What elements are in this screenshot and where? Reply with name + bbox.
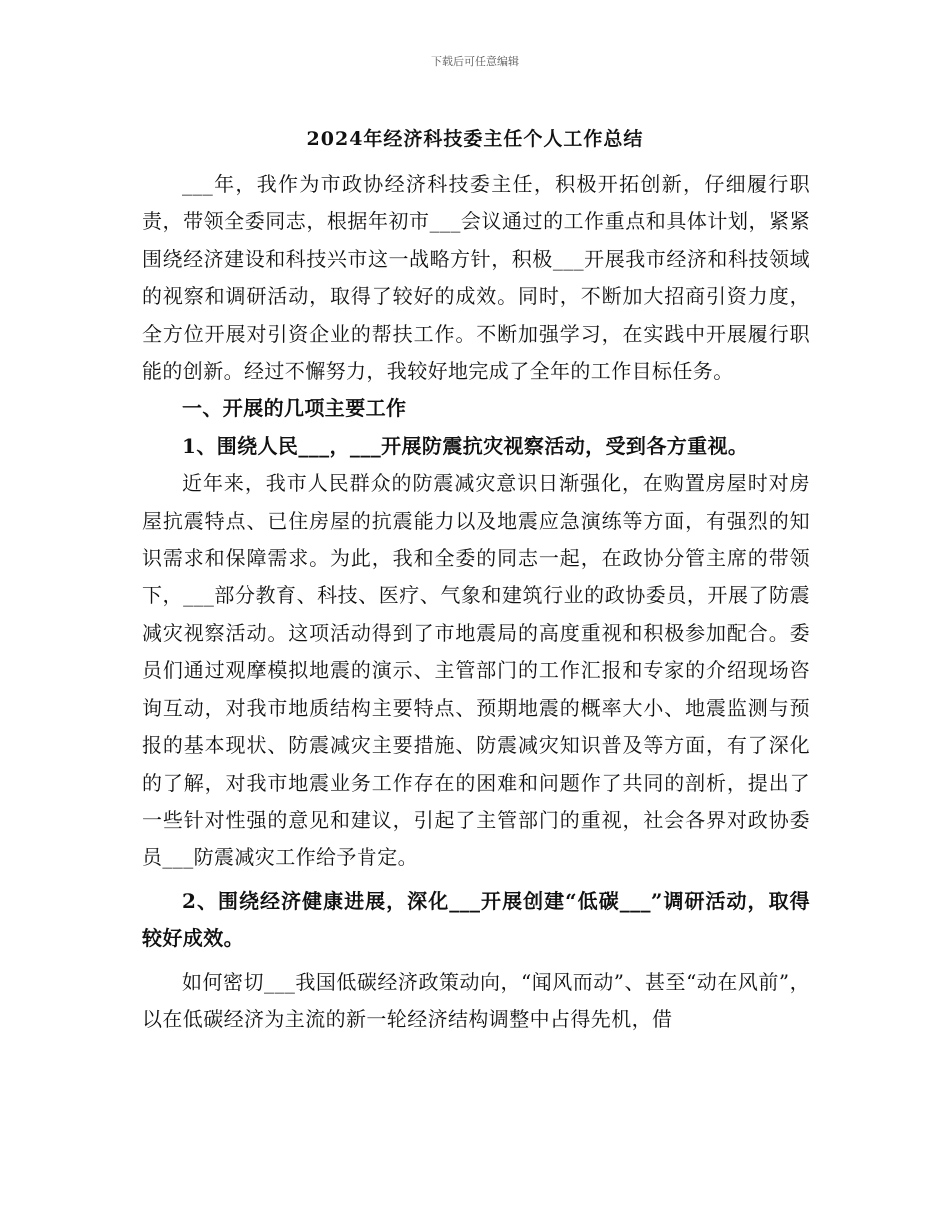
subsection-heading-low-carbon: 2、围绕经济健康进展，深化___开展创建“低碳___”调研活动，取得较好成效。 — [142, 888, 810, 951]
document-title: 2024年经济科技委主任个人工作总结 — [306, 128, 644, 150]
document-body — [142, 166, 810, 1038]
subsection-heading-earthquake: 1、围绕人民___，___开展防震抗灾视察活动，受到各方重视。 — [182, 433, 749, 458]
intro-paragraph: ___年，我作为市政协经济科技委主任，积极开拓创新，仔细履行职责，带领全委同志，根据年初市___会议通过的工作重点和具体计划，紧紧围绕经济建设和科技兴市这一战略方针，积极___开展我市经济和科技领域的视察和调研活动，取得了较好的成效。同时，不断加大招商引资力度，全方位开展对引资企业的帮扶工作。不断加强学习，在实践中开展履行职能的创新。经过不懈努力，我较好地完成了全年的工作目标任务。 — [142, 172, 810, 384]
earthquake-paragraph: 近年来，我市人民群众的防震减灾意识日渐强化，在购置房屋时对房屋抗震特点、已住房屋的抗震能力以及地震应急演练等方面，有强烈的知识需求和保障需求。为此，我和全委的同志一起，在政协分管主席的带领下，___部分教育、科技、医疗、气象和建筑行业的政协委员，开展了防震减灾视察活动。这项活动得到了市地震局的高度重视和积极参加配合。委员们通过观摩模拟地震的演示、主管部门的工作汇报和专家的介绍现场咨询互动，对我市地质结构主要特点、预期地震的概率大小、地震监测与预报的基本现状、防震减灾主要措施、防震减灾知识普及等方面，有了深化的了解，对我市地震业务工作存在的困难和问题作了共同的剖析，提出了一些针对性强的意见和建议，引起了主管部门的重视，社会各界对政协委员___防震减灾工作给予肯定。 — [142, 471, 810, 870]
header-note: 下载后可任意编辑 — [431, 55, 519, 68]
section-heading-main-work: 一、开展的几项主要工作 — [182, 396, 407, 421]
low-carbon-paragraph: 如何密切___我国低碳经济政策动向，“闻风而动”、甚至“动在风前”，以在低碳经济为主流的新一轮经济结构调整中占得先机，借 — [142, 969, 810, 1031]
